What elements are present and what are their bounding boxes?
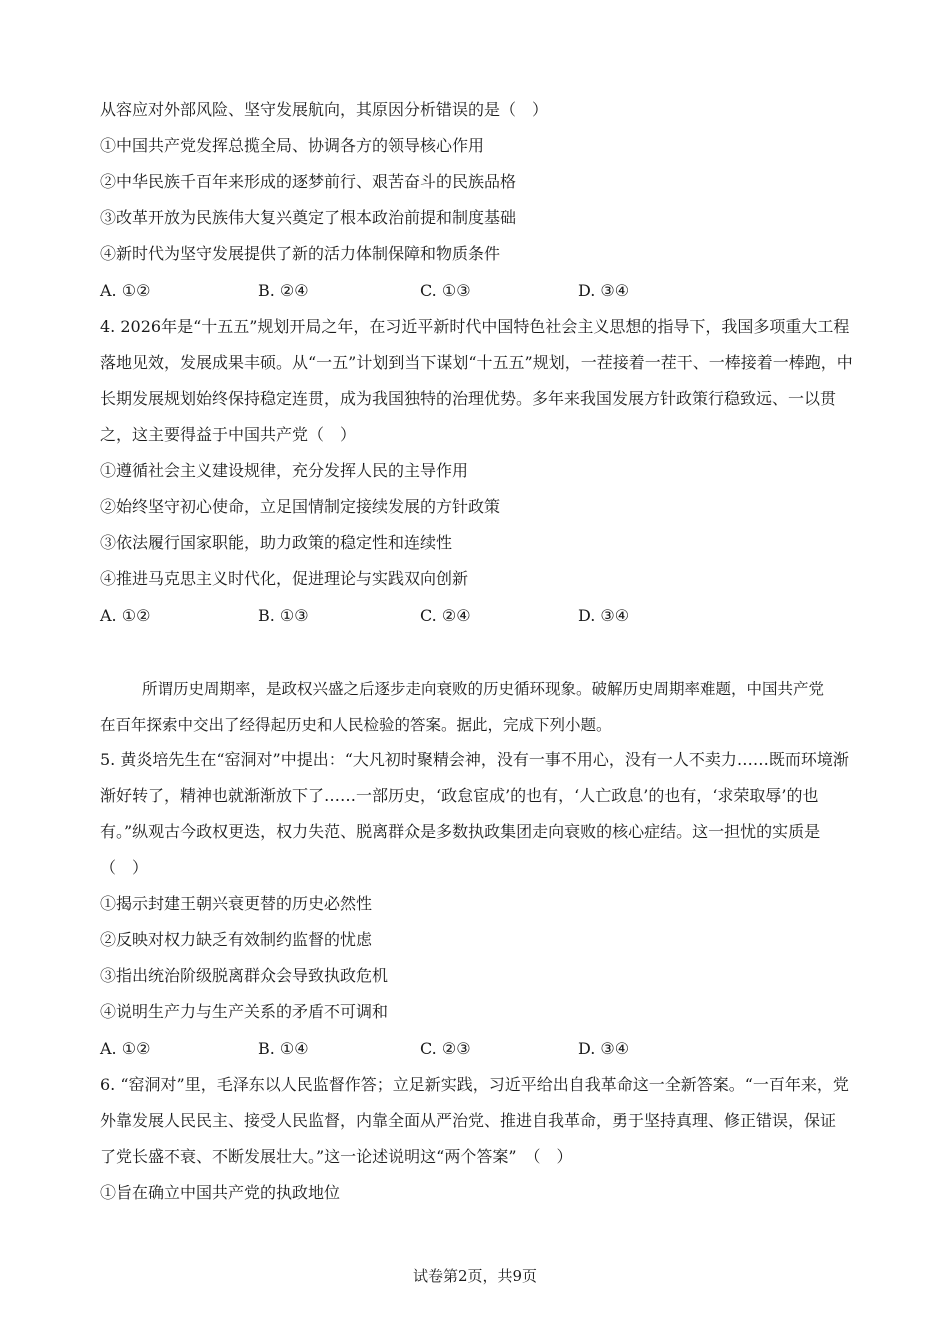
q4-statement-2: ②始终坚守初心使命，立足国情制定接续发展的方针政策 [100,497,501,516]
q5-statement-4: ④说明生产力与生产关系的矛盾不可调和 [100,1002,389,1021]
q5-option-a[interactable]: A. ①② [100,1039,151,1058]
passage-line-1: 所谓历史周期率，是政权兴盛之后逐步走向衰败的历史循环现象。破解历史周期率难题，中国共产党 [142,680,825,698]
q3-statement-1: ①中国共产党发挥总揽全局、协调各方的领导核心作用 [100,136,485,155]
q6-stem-line-2: 外靠发展人民民主、接受人民监督，内靠全面从严治党、推进自我革命，勇于坚持真理、修正错误，保证 [100,1111,837,1130]
q4-statement-4: ④推进马克思主义时代化，促进理论与实践双向创新 [100,569,469,588]
q3-statement-4: ④新时代为坚守发展提供了新的活力体制保障和物质条件 [100,244,501,263]
q5-stem-line-4: （ ） [100,858,149,877]
q3-option-a[interactable]: A. ①② [100,281,151,300]
q4-option-a[interactable]: A. ①② [100,606,151,625]
q3-statement-3: ③改革开放为民族伟大复兴奠定了根本政治前提和制度基础 [100,208,517,227]
q5-options [100,1039,860,1059]
q4-option-d[interactable]: D. ③④ [578,606,630,625]
q5-statement-2: ②反映对权力缺乏有效制约监督的忧虑 [100,930,373,949]
q5-stem-line-3: 有。”纵观古今政权更迭，权力失范、脱离群众是多数执政集团走向衰败的核心症结。这一担忧的实质是 [100,822,821,841]
q3-option-b[interactable]: B. ②④ [258,281,309,300]
q5-option-d[interactable]: D. ③④ [578,1039,630,1058]
q4-stem-line-2: 落地见效，发展成果丰硕。从“一五”计划到当下谋划“十五五”规划，一茬接着一茬干、一棒接着一棒跑，中 [100,353,853,372]
q5-stem-line-1: 5. 黄炎培先生在“窑洞对”中提出：“大凡初时聚精会神，没有一事不用心，没有一人不卖力……既而环境渐 [100,750,849,769]
q4-option-b[interactable]: B. ①③ [258,606,309,625]
q6-stem-line-1: 6. “窑洞对”里，毛泽东以人民监督作答；立足新实践，习近平给出自我革命这一全新答案。“一百年来，党 [100,1075,849,1094]
q4-stem-line-4: 之，这主要得益于中国共产党（ ） [100,425,357,444]
q3-stem-tail: 从容应对外部风险、坚守发展航向，其原因分析错误的是（ ） [100,100,549,119]
q5-option-b[interactable]: B. ①④ [258,1039,309,1058]
q3-statement-2: ②中华民族千百年来形成的逐梦前行、艰苦奋斗的民族品格 [100,172,517,191]
passage-line-2: 在百年探索中交出了经得起历史和人民检验的答案。据此，完成下列小题。 [100,716,612,734]
q6-statement-1: ①旨在确立中国共产党的执政地位 [100,1183,341,1202]
page-footer: 试卷第2页，共9页 [412,1267,538,1285]
q4-stem-line-1: 4. 2026年是“十五五”规划开局之年，在习近平新时代中国特色社会主义思想的指导下，我国多项重大工程 [100,317,850,336]
q4-statement-1: ①遵循社会主义建设规律，充分发挥人民的主导作用 [100,461,469,480]
q4-statement-3: ③依法履行国家职能，助力政策的稳定性和连续性 [100,533,453,552]
q5-statement-1: ①揭示封建王朝兴衰更替的历史必然性 [100,894,373,913]
q3-option-c[interactable]: C. ①③ [420,281,471,300]
q3-option-d[interactable]: D. ③④ [578,281,630,300]
q6-stem-line-3: 了党长盛不衰、不断发展壮大。”这一论述说明这“两个答案” （ ） [100,1147,573,1166]
q4-stem-line-3: 长期发展规划始终保持稳定连贯，成为我国独特的治理优势。多年来我国发展方针政策行稳致远、一以贯 [100,389,837,408]
q5-option-c[interactable]: C. ②③ [420,1039,471,1058]
q5-statement-3: ③指出统治阶级脱离群众会导致执政危机 [100,966,389,985]
q4-options [100,606,860,626]
q4-option-c[interactable]: C. ②④ [420,606,471,625]
q5-stem-line-2: 渐好转了，精神也就渐渐放下了……一部历史，‘政怠宦成’的也有，‘人亡政息’的也有，‘求荣取辱’的也 [100,786,819,805]
q3-options [100,281,860,301]
